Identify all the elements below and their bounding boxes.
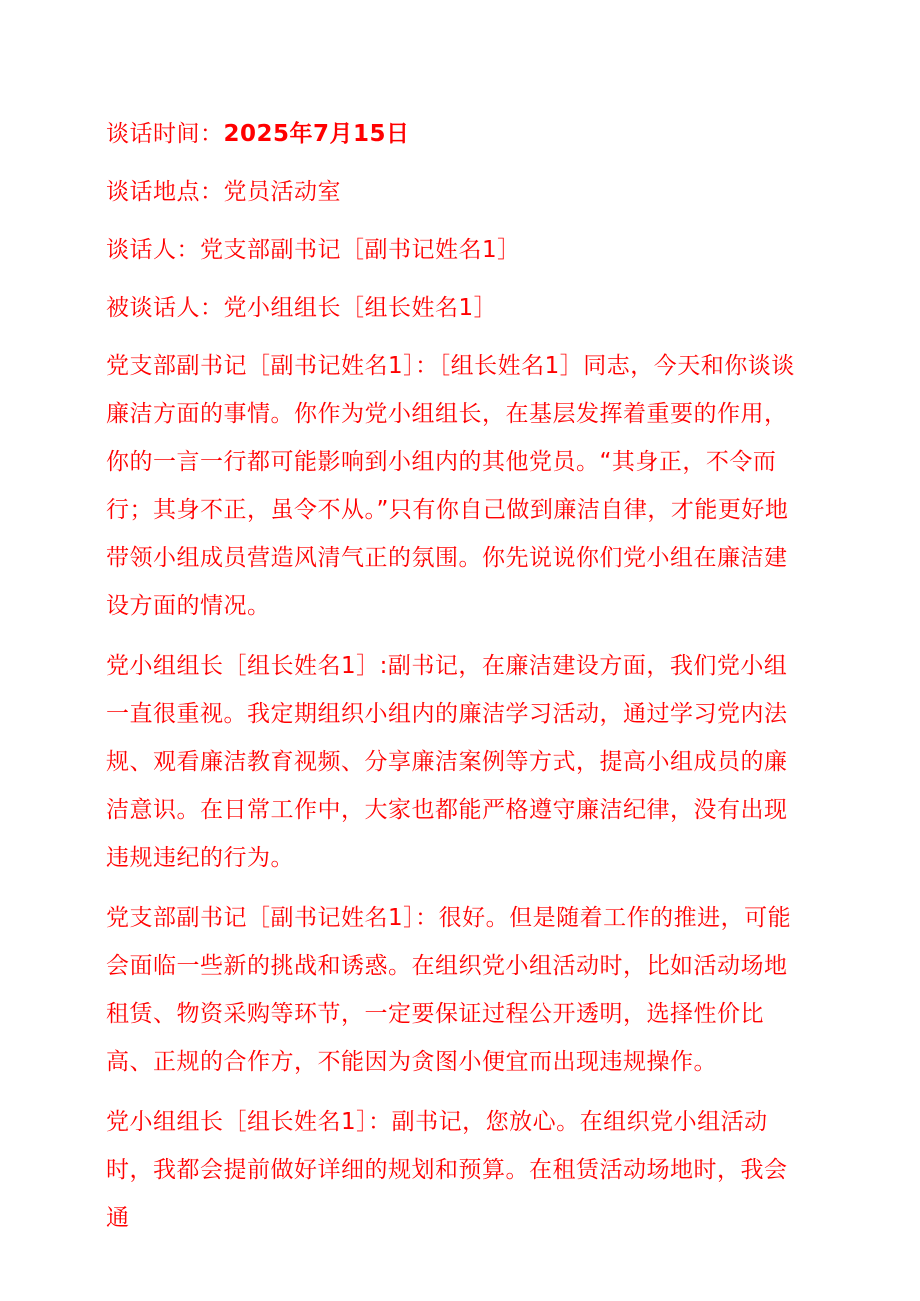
speaker-label: 党小组组长［组长姓名1］： bbox=[106, 1109, 392, 1135]
meeting-time bbox=[106, 110, 810, 158]
speaker-label: 党小组组长［组长姓名1］: bbox=[106, 653, 388, 679]
dialogue-paragraph bbox=[106, 1098, 810, 1242]
speaker-label: 党支部副书记［副书记姓名1］： bbox=[106, 905, 439, 931]
dialogue-text: ［组长姓名1］同志，今天和你谈谈廉洁方面的事情。你作为党小组组长，在基层发挥着重要的作用，你的一言一行都可能影响到小组内的其他党员。“其身正，不令而行；其身不正，虽令不从。”只有你自己做到廉洁自律，才能更好地带领小组成员营造风清气正的氛围。你先说说你们党小组在廉洁建设方面的情况。 bbox=[106, 353, 795, 619]
meeting-time-label: 谈话时间： bbox=[106, 121, 224, 147]
dialogue-paragraph bbox=[106, 642, 810, 882]
conversation-record bbox=[106, 110, 810, 1242]
dialogue-paragraph bbox=[106, 342, 810, 630]
interviewee: 被谈话人：党小组组长［组长姓名1］ bbox=[106, 295, 498, 321]
dialogue-paragraph bbox=[106, 894, 810, 1086]
dialogue-text: 副书记，在廉洁建设方面，我们党小组一直很重视。我定期组织小组内的廉洁学习活动，通过学习党内法规、观看廉洁教育视频、分享廉洁案例等方式，提高小组成员的廉洁意识。在日常工作中，大家也都能严格遵守廉洁纪律，没有出现违规违纪的行为。 bbox=[106, 653, 788, 871]
meeting-time-value: 2025年7月15日 bbox=[223, 121, 410, 147]
interviewer: 谈话人：党支部副书记［副书记姓名1］ bbox=[106, 237, 521, 263]
speaker-label: 党支部副书记［副书记姓名1］： bbox=[106, 353, 439, 379]
meeting-place: 谈话地点：党员活动室 bbox=[106, 179, 341, 205]
dialogue-text: 很好。但是随着工作的推进，可能会面临一些新的挑战和诱惑。在组织党小组活动时，比如活动场地租赁、物资采购等环节，一定要保证过程公开透明，选择性价比高、正规的合作方，不能因为贪图小便宜而出现违规操作。 bbox=[106, 905, 792, 1075]
dialogue-text: 副书记，您放心。在组织党小组活动时，我都会提前做好详细的规划和预算。在租赁活动场地时，我会通 bbox=[106, 1109, 788, 1231]
